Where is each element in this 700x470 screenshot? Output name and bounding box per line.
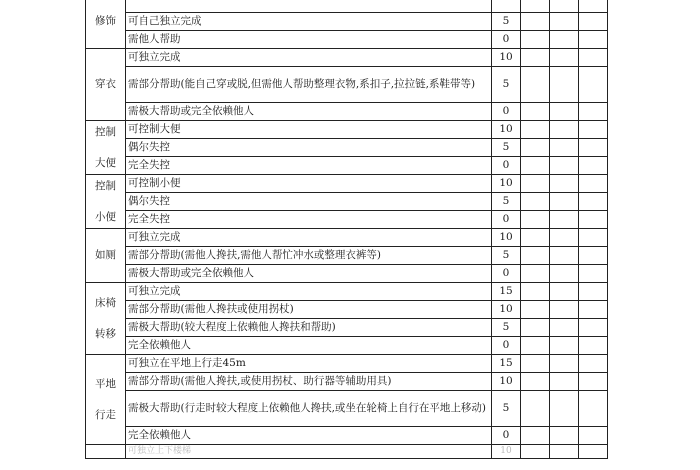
assessment-cell [579, 265, 608, 283]
table-row [86, 121, 608, 139]
assessment-cell [521, 355, 550, 373]
score-cell: 10 [492, 301, 521, 319]
assessment-cell [550, 175, 579, 193]
assessment-cell [521, 67, 550, 103]
table-row [86, 193, 608, 211]
score-cell [492, 0, 521, 13]
category-cell [86, 0, 126, 49]
score-cell: 5 [492, 391, 521, 427]
score-cell: 0 [492, 31, 521, 49]
assessment-cell [579, 49, 608, 67]
score-cell: 0 [492, 157, 521, 175]
table-row [86, 319, 608, 337]
item-cell [126, 0, 492, 13]
barthel-index-table [85, 0, 608, 459]
item-cell: 可独立完成 [126, 49, 492, 67]
assessment-cell [550, 157, 579, 175]
score-cell: 5 [492, 139, 521, 157]
assessment-cell [579, 139, 608, 157]
table-row [86, 67, 608, 103]
table-row [86, 211, 608, 229]
assessment-cell [550, 49, 579, 67]
item-cell: 需极大帮助或完全依赖他人 [126, 265, 492, 283]
table-row [86, 0, 608, 13]
item-cell: 需他人帮助 [126, 31, 492, 49]
item-cell: 可独立完成 [126, 283, 492, 301]
category-label: 转移 [95, 327, 116, 340]
item-cell: 完全失控 [126, 211, 492, 229]
assessment-cell [579, 355, 608, 373]
assessment-cell [550, 391, 579, 427]
assessment-cell [521, 193, 550, 211]
assessment-cell [521, 301, 550, 319]
score-cell: 15 [492, 283, 521, 301]
assessment-cell [579, 445, 608, 459]
table-row [86, 301, 608, 319]
item-cell: 偶尔失控 [126, 193, 492, 211]
score-cell: 5 [492, 193, 521, 211]
assessment-cell [579, 157, 608, 175]
assessment-cell [550, 13, 579, 31]
table-row [86, 373, 608, 391]
assessment-cell [579, 247, 608, 265]
assessment-cell [521, 13, 550, 31]
assessment-cell [579, 211, 608, 229]
score-cell: 0 [492, 265, 521, 283]
category-label: 如厕 [95, 249, 116, 261]
table-row [86, 391, 608, 427]
assessment-cell [521, 49, 550, 67]
table-row [86, 49, 608, 67]
table-row [86, 157, 608, 175]
table-row [86, 13, 608, 31]
table-row [86, 103, 608, 121]
assessment-cell [521, 319, 550, 337]
item-cell: 需部分帮助(需他人搀扶,或使用拐杖、助行器等辅助用具) [126, 373, 492, 391]
category-label: 行走 [95, 408, 116, 421]
category-label: 小便 [95, 210, 116, 223]
score-cell: 10 [492, 121, 521, 139]
assessment-cell [579, 193, 608, 211]
assessment-cell [579, 229, 608, 247]
table-row [86, 445, 608, 459]
table-row [86, 229, 608, 247]
table-row [86, 427, 608, 445]
category-label: 控制 [95, 125, 116, 138]
score-cell: 10 [492, 175, 521, 193]
category-cell [86, 121, 126, 175]
assessment-cell [550, 445, 579, 459]
score-cell: 5 [492, 67, 521, 103]
assessment-cell [550, 31, 579, 49]
assessment-cell [550, 373, 579, 391]
assessment-cell [521, 265, 550, 283]
assessment-cell [550, 103, 579, 121]
item-cell: 需极大帮助或完全依赖他人 [126, 103, 492, 121]
assessment-cell [521, 175, 550, 193]
score-cell: 0 [492, 337, 521, 355]
assessment-cell [550, 229, 579, 247]
assessment-cell [579, 337, 608, 355]
score-cell: 0 [492, 427, 521, 445]
assessment-cell [550, 283, 579, 301]
assessment-cell [579, 31, 608, 49]
assessment-cell [521, 103, 550, 121]
assessment-cell [521, 445, 550, 459]
assessment-cell [579, 121, 608, 139]
assessment-cell [579, 319, 608, 337]
category-label: 平地 [95, 377, 116, 390]
category-label: 穿衣 [95, 78, 116, 90]
item-cell: 可控制小便 [126, 175, 492, 193]
assessment-cell [579, 301, 608, 319]
assessment-cell [521, 427, 550, 445]
item-cell: 可独立完成 [126, 229, 492, 247]
assessment-cell [579, 283, 608, 301]
item-cell: 需极大帮助(行走时较大程度上依赖他人搀扶,或坐在轮椅上自行在平地上移动) [126, 391, 492, 427]
category-cell [86, 175, 126, 229]
assessment-cell [521, 337, 550, 355]
assessment-cell [521, 31, 550, 49]
assessment-cell [521, 139, 550, 157]
item-cell: 偶尔失控 [126, 139, 492, 157]
category-label: 控制 [95, 179, 116, 192]
item-cell: 需部分帮助(能自己穿或脱,但需他人帮助整理衣物,系扣子,拉拉链,系鞋带等) [126, 67, 492, 103]
assessment-cell [550, 337, 579, 355]
assessment-cell [521, 0, 550, 13]
item-cell: 可独立在平地上行走45m [126, 355, 492, 373]
category-label: 大便 [95, 156, 116, 169]
assessment-cell [521, 373, 550, 391]
table-row [86, 139, 608, 157]
table-row [86, 283, 608, 301]
assessment-cell [550, 427, 579, 445]
assessment-cell [579, 0, 608, 13]
assessment-cell [550, 139, 579, 157]
category-cell [86, 283, 126, 355]
assessment-cell [521, 121, 550, 139]
assessment-cell [550, 0, 579, 13]
assessment-cell [521, 157, 550, 175]
score-cell: 10 [492, 373, 521, 391]
assessment-cell [521, 211, 550, 229]
assessment-cell [521, 391, 550, 427]
score-cell: 15 [492, 355, 521, 373]
assessment-cell [550, 67, 579, 103]
score-cell: 5 [492, 247, 521, 265]
item-cell: 需部分帮助(需他人搀扶,需他人帮忙冲水或整理衣裤等) [126, 247, 492, 265]
item-cell: 需极大帮助(较大程度上依赖他人搀扶和帮助) [126, 319, 492, 337]
assessment-cell [550, 265, 579, 283]
assessment-cell [579, 67, 608, 103]
assessment-cell [550, 301, 579, 319]
assessment-cell [579, 13, 608, 31]
item-cell: 可自己独立完成 [126, 13, 492, 31]
table-row [86, 175, 608, 193]
assessment-cell [550, 211, 579, 229]
score-cell: 0 [492, 103, 521, 121]
table-row [86, 337, 608, 355]
score-cell: 5 [492, 319, 521, 337]
category-label: 床椅 [95, 296, 116, 309]
category-cell [86, 229, 126, 283]
item-cell: 可控制大便 [126, 121, 492, 139]
item-cell: 可独立上下楼梯 [126, 445, 492, 459]
score-cell: 0 [492, 211, 521, 229]
category-cell [86, 445, 126, 459]
item-cell: 完全依赖他人 [126, 427, 492, 445]
score-cell: 10 [492, 229, 521, 247]
item-cell: 需部分帮助(需他人搀扶或使用拐杖) [126, 301, 492, 319]
assessment-cell [521, 229, 550, 247]
score-cell: 10 [492, 445, 521, 459]
score-cell: 5 [492, 13, 521, 31]
category-label: 修饰 [95, 15, 116, 27]
category-cell [86, 49, 126, 121]
assessment-cell [521, 247, 550, 265]
assessment-cell [550, 121, 579, 139]
assessment-cell [521, 283, 550, 301]
assessment-cell [550, 247, 579, 265]
table-row [86, 265, 608, 283]
assessment-cell [579, 427, 608, 445]
assessment-cell [579, 391, 608, 427]
item-cell: 完全失控 [126, 157, 492, 175]
assessment-cell [550, 319, 579, 337]
item-cell: 完全依赖他人 [126, 337, 492, 355]
assessment-cell [550, 193, 579, 211]
table-row [86, 31, 608, 49]
category-cell [86, 355, 126, 445]
assessment-cell [579, 373, 608, 391]
assessment-cell [550, 355, 579, 373]
table-row [86, 355, 608, 373]
assessment-cell [579, 103, 608, 121]
score-cell: 10 [492, 49, 521, 67]
table-row [86, 247, 608, 265]
assessment-cell [579, 175, 608, 193]
